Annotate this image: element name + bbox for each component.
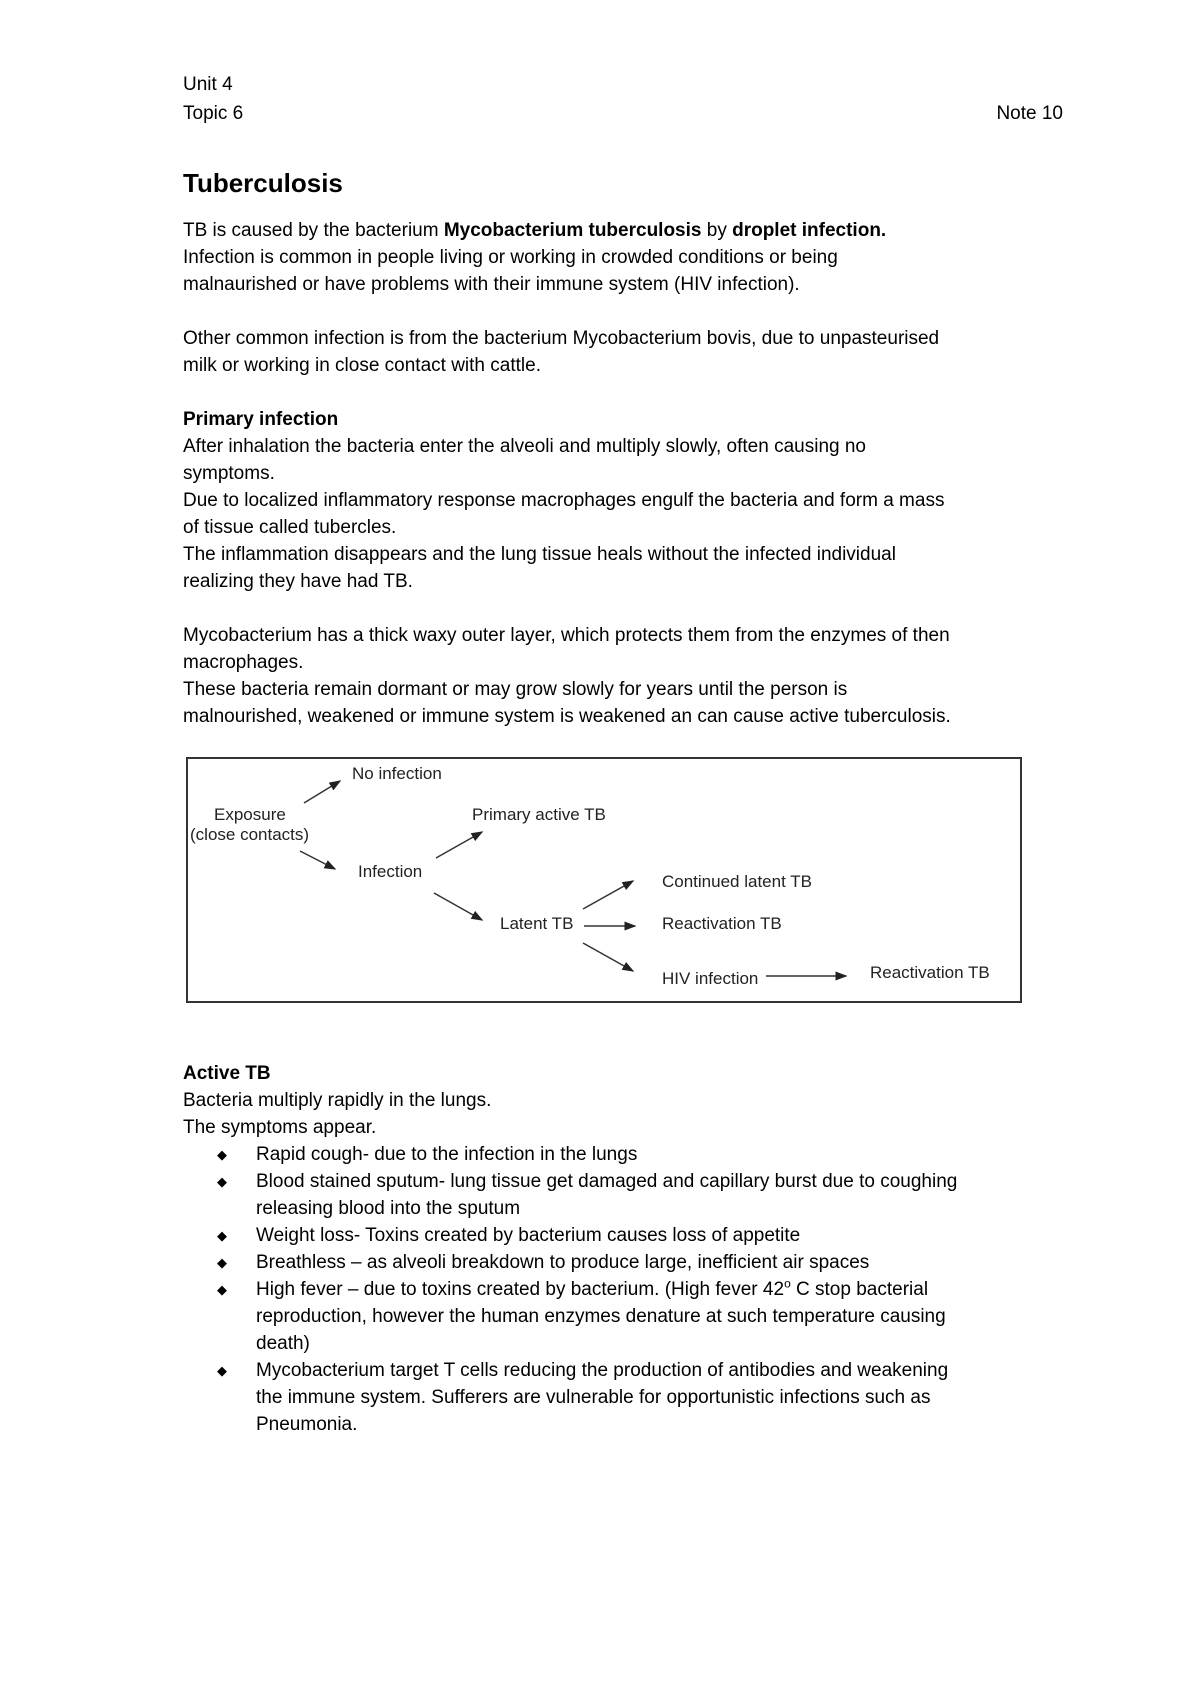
list-item: ◆ Breathless – as alveoli breakdown to produce large, inefficient air spaces [183,1249,1063,1276]
waxy-line: macrophages. [183,652,304,673]
page-title: Tuberculosis [183,168,343,198]
arrow-infection-latent [434,893,482,920]
node-primary-active: Primary active TB [472,805,606,824]
arrow-exposure-infection [300,851,335,869]
topic-label: Topic 6 [183,103,244,124]
bovis-line: milk or working in close contact with cattle. [183,355,541,376]
bullet-icon: ◆ [217,1174,227,1189]
primary-line: realizing they have had TB. [183,571,413,592]
bullet-icon: ◆ [217,1363,227,1378]
waxy-line: These bacteria remain dormant or may grow slowly for years until the person is [183,679,848,700]
active-heading: Active TB [183,1063,271,1084]
node-reactivation-2: Reactivation TB [870,963,990,982]
bold-species: Mycobacterium tuberculosis [443,220,702,241]
arrow-latent-continued [583,881,633,909]
arrow-latent-hiv [583,943,633,971]
document-page [183,70,1063,730]
node-no-infection: No infection [352,764,442,783]
list-item: ◆ High fever – due to toxins created by bacterium. (High fever 42$^o$ C stop bacterial reproduction, however the human enzymes denature at such temperature causing death) [217,1276,946,1354]
primary-line: After inhalation the bacteria enter the alveoli and multiply slowly, often causing no [183,436,866,457]
node-hiv: HIV infection [662,969,759,988]
node-latent: Latent TB [500,914,574,933]
waxy-line: Mycobacterium has a thick waxy outer layer, which protects them from the enzymes of then [183,625,950,646]
node-close-contacts: (close contacts) [190,825,310,844]
bovis-line: Other common infection is from the bacterium Mycobacterium bovis, due to unpasteurised [183,328,940,349]
bullet-icon: ◆ [217,1282,227,1297]
symptom-list [183,1141,1063,1438]
node-continued-latent: Continued latent TB [662,872,812,891]
primary-line: symptoms. [183,463,275,484]
intro-paragraph: TB is caused by the bacterium Mycobacterium tuberculosis by droplet infection. [183,220,887,241]
active-tb-section [183,1060,1063,1438]
list-item: ◆ Mycobacterium target T cells reducing the production of antibodies and weakening the immune system. Sufferers are vulnerable for opportunistic infections such as Pneumonia. [183,1357,1063,1438]
node-exposure: Exposure [214,805,286,824]
bold-droplet: droplet infection. [732,220,887,241]
bullet-icon: ◆ [217,1228,227,1243]
bullet-icon: ◆ [217,1147,227,1162]
primary-heading: Primary infection [183,409,339,430]
active-line: The symptoms appear. [183,1117,377,1138]
waxy-line: malnourished, weakened or immune system is weakened an can cause active tuberculosis. [183,706,951,727]
intro-line: Infection is common in people living or working in crowded conditions or being [183,247,838,268]
page-header [183,70,1063,128]
primary-line: The inflammation disappears and the lung tissue heals without the infected individual [183,544,896,565]
list-item: ◆ Blood stained sputum- lung tissue get damaged and capillary burst due to coughing releasing blood into the sputum [183,1168,1063,1222]
active-line: Bacteria multiply rapidly in the lungs. [183,1090,492,1111]
bullet-icon: ◆ [217,1255,227,1270]
note-label: Note 10 [996,103,1063,124]
unit-label: Unit 4 [183,74,233,95]
node-reactivation: Reactivation TB [662,914,782,933]
list-item: ◆ Rapid cough- due to the infection in the lungs [183,1141,1063,1168]
intro-line: malnaurished or have problems with their immune system (HIV infection). [183,274,800,295]
arrow-infection-primary [436,832,482,858]
node-infection: Infection [358,862,423,881]
primary-line: of tissue called tubercles. [183,517,397,538]
tb-progression-diagram [186,757,1022,1003]
primary-line: Due to localized inflammatory response macrophages engulf the bacteria and form a mass [183,490,945,511]
arrow-exposure-noinfection [304,781,340,803]
list-item: ◆ Weight loss- Toxins created by bacterium causes loss of appetite [183,1222,1063,1249]
